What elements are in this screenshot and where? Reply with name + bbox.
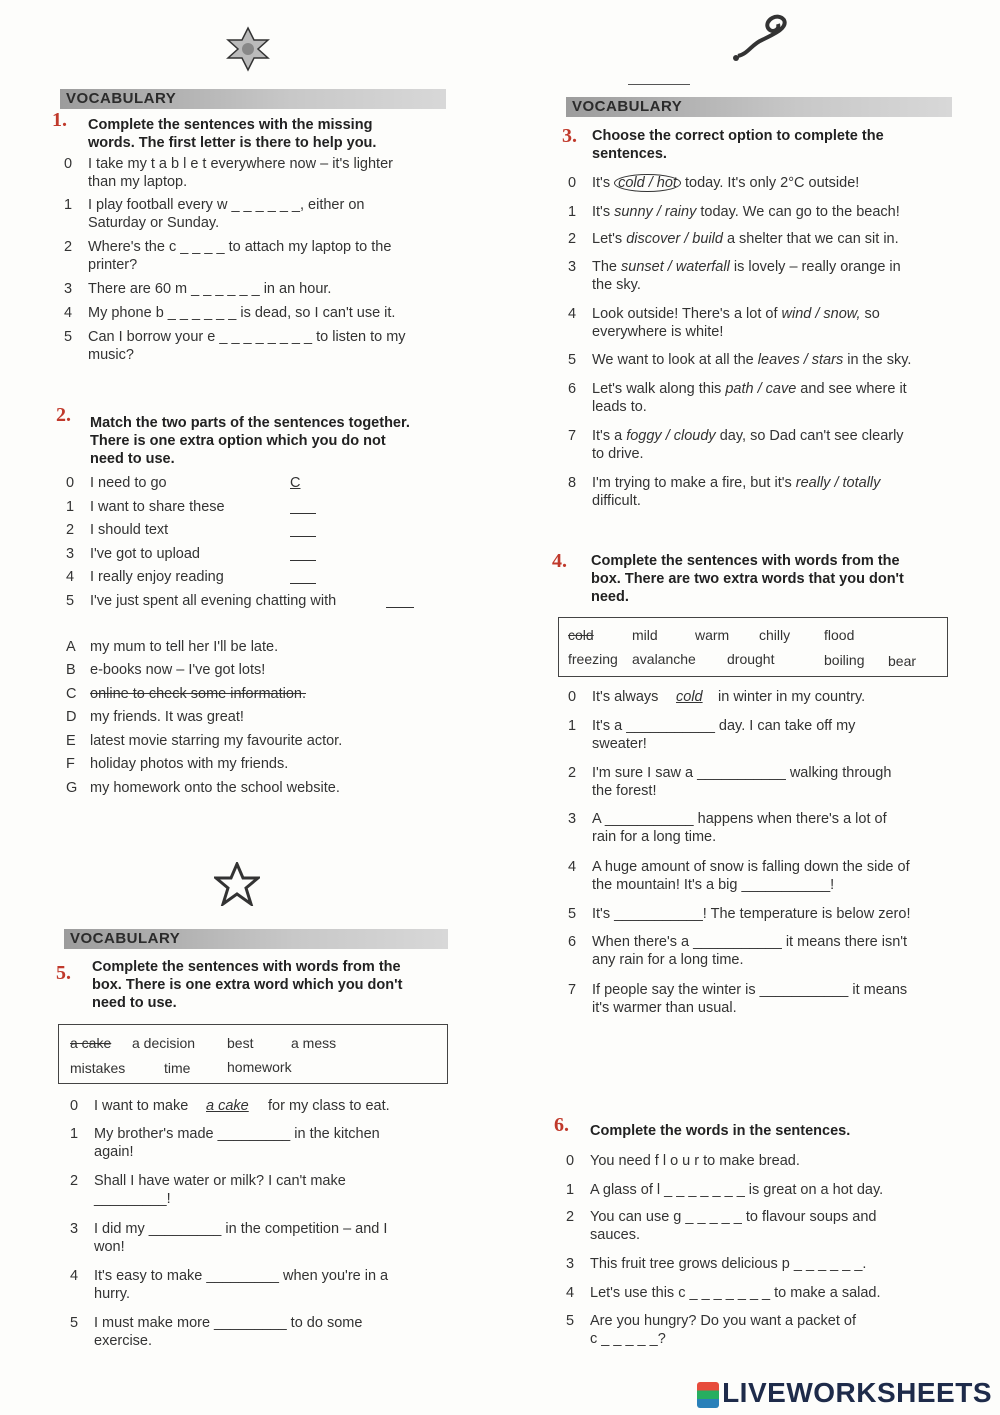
instruction-2c: need to use. [90,451,175,467]
item-text-line2: Saturday or Sunday. [88,215,220,231]
item-text-line2: sauces. [590,1227,640,1243]
item-number: 1 [568,718,577,734]
item-sentence [592,230,899,248]
sec6-item-0 [566,1152,956,1172]
item-text-line2: c _ _ _ _ _? [590,1331,666,1347]
sec1-item-4[interactable] [64,304,444,324]
option-choice[interactable]: foggy / cloudy [626,428,716,444]
item-text: Shall I have water or milk? I can't make [94,1173,346,1189]
option-text: my homework onto the school website. [90,780,340,796]
item-text-line2: music? [88,347,134,363]
item-text-line2: the sky. [592,277,641,293]
item-number: 2 [566,1209,575,1225]
item-answer: a cake [206,1098,249,1114]
instruction-2b: There is one extra option which you do not [90,433,386,449]
option-a [66,638,446,658]
item-number: 5 [66,593,75,609]
item-sentence [592,351,911,369]
option-text: e-books now – I've got lots! [90,662,266,678]
word-box-4-word: mild [632,627,658,643]
item-number: 5 [568,352,577,368]
sec3-item-8[interactable] [568,474,958,514]
instruction-1b: words. The first letter is there to help you. [88,135,377,151]
item-text-line2: than my laptop. [88,174,188,190]
option-letter: F [66,756,75,772]
vocabulary-band-5: VOCABULARY [64,929,448,949]
item-text: Can I borrow your e _ _ _ _ _ _ _ _ to listen to my [88,329,406,345]
item-text-post: in winter in my country. [718,689,866,705]
word-box-5-word: a mess [291,1035,337,1051]
sec4-item-6[interactable] [568,933,958,973]
sec5-item-3[interactable] [70,1220,450,1260]
decor-line [628,84,690,85]
item-number: 7 [568,982,577,998]
item-number: 1 [568,204,577,220]
item-text: I'm sure I saw a ___________ walking through [592,765,892,781]
sec3-item-2[interactable] [568,230,958,250]
vocabulary-band-3: VOCABULARY [566,97,952,117]
match-blank-4[interactable] [290,569,316,584]
item-text-line2: everywhere is white! [592,324,724,340]
item-text: When there's a ___________ it means there isn't [592,934,908,950]
option-e [66,732,446,752]
instruction-5a: Complete the sentences with words from the [92,959,401,975]
item-number: 0 [568,175,577,191]
item-number: 0 [568,689,577,705]
item-post: today. We can go to the beach! [696,204,900,220]
option-text: holiday photos with my friends. [90,756,289,772]
match-blank-2[interactable] [290,522,316,537]
item-text: A glass of l _ _ _ _ _ _ _ is great on a hot day. [590,1182,884,1198]
instruction-4a: Complete the sentences with words from the [591,553,900,569]
item-post: a shelter that we can sit in. [722,231,899,247]
instruction-3a: Choose the correct option to complete the [592,128,884,144]
item-pre: Let's [592,231,627,247]
item-text-line2: printer? [88,257,138,273]
sec3-item-4[interactable] [568,305,958,345]
sec3-item-0[interactable] [568,174,958,194]
item-text: I did my _________ in the competition – and I [94,1221,388,1237]
option-choice[interactable]: sunny / rainy [614,204,697,220]
item-text-line2: hurry. [94,1286,130,1302]
item-number: 1 [66,499,75,515]
item-number: 1 [70,1126,79,1142]
item-text: It's easy to make _________ when you're in a [94,1268,389,1284]
option-choice[interactable]: leaves / stars [757,352,844,368]
sec3-item-6[interactable] [568,380,958,420]
option-choice[interactable]: discover / build [626,231,723,247]
item-number: 2 [70,1173,79,1189]
word-box-5-word: homework [227,1059,292,1075]
item-text: I should text [90,522,169,538]
item-sentence [592,174,859,192]
item-pre: It's [592,175,615,191]
option-letter: G [66,780,78,796]
item-text-line2: rain for a long time. [592,829,717,845]
sec5-item-5[interactable] [70,1314,450,1354]
item-text-line2: won! [94,1239,125,1255]
item-sentence [592,258,901,276]
item-text-line2: to drive. [592,446,644,462]
item-sentence [592,427,904,445]
item-pre: It's a [592,428,627,444]
item-number: 3 [566,1256,575,1272]
sec2-item-3 [66,545,426,565]
sec1-item-2[interactable] [64,238,444,278]
sec2-item-5 [66,592,426,612]
item-text: A huge amount of snow is falling down the side of [592,859,910,875]
item-number: 0 [566,1153,575,1169]
item-number: 2 [568,231,577,247]
option-choice[interactable]: wind / snow, [781,306,861,322]
option-letter: E [66,733,76,749]
item-number: 4 [66,569,75,585]
item-number: 0 [70,1098,79,1114]
sec3-item-3[interactable] [568,258,958,298]
section-number-3: 3. [562,125,577,147]
item-text: I want to make [94,1098,189,1114]
sec4-item-5[interactable] [568,905,958,925]
instruction-6a: Complete the words in the sentences. [590,1123,851,1139]
sec4-item-1[interactable] [568,717,958,757]
sec5-item-2[interactable] [70,1172,450,1212]
sec1-item-5[interactable] [64,328,444,368]
item-number: 4 [64,305,73,321]
item-number: 3 [66,546,75,562]
brand-text: LIVEWORKSHEETS [722,1377,992,1408]
item-answer: cold [676,689,703,705]
item-number: 5 [64,329,73,345]
item-text: I take my t a b l e t everywhere now – it's lighter [88,156,393,172]
item-text: I need to go [90,475,167,491]
option-c [66,685,446,705]
item-number: 7 [568,428,577,444]
sec4-item-0 [568,688,958,708]
item-pre: The [592,259,622,275]
item-text-line2: the forest! [592,783,657,799]
item-text: I've just spent all evening chatting with [90,593,337,609]
item-text: I want to share these [90,499,225,515]
item-number: 2 [66,522,75,538]
item-text: It's ___________! The temperature is below zero! [592,906,911,922]
sec5-item-1[interactable] [70,1125,450,1165]
item-number: 4 [566,1285,575,1301]
item-text: There are 60 m _ _ _ _ _ _ in an hour. [88,281,332,297]
vocabulary-band-1: VOCABULARY [60,89,446,109]
item-post: is lovely – really orange in [729,259,901,275]
option-d [66,708,446,728]
word-box-4-word: avalanche [632,651,696,667]
liveworksheets-brand[interactable] [697,1377,992,1409]
item-sentence [592,203,900,221]
section-number-4: 4. [552,550,567,572]
item-text-line2: _________! [94,1191,171,1207]
item-pre: It's [592,204,615,220]
item-sentence [592,305,880,323]
item-text: Are you hungry? Do you want a packet of [590,1313,856,1329]
match-blank-1[interactable] [290,499,316,514]
item-sentence [592,380,907,398]
item-text: It's always [592,689,659,705]
sec5-item-0 [70,1097,450,1117]
item-number: 5 [566,1313,575,1329]
sec6-item-5[interactable] [566,1312,956,1352]
sec4-item-4[interactable] [568,858,958,898]
option-choice[interactable]: path / cave [725,381,797,397]
word-box-4-word: flood [824,627,855,643]
sec5-item-4[interactable] [70,1267,450,1307]
instruction-4b: box. There are two extra words that you don't [591,571,904,587]
word-box-4-word: cold [568,627,594,643]
snowflake-icon [226,26,270,72]
item-post: so [860,306,880,322]
instruction-1a: Complete the sentences with the missing [88,117,373,133]
option-text: my friends. It was great! [90,709,244,725]
option-choice[interactable]: sunset / waterfall [621,259,730,275]
word-box-4-word: drought [727,651,775,667]
option-choice[interactable]: cold / hot [614,174,681,192]
item-text: I must make more _________ to do some [94,1315,363,1331]
match-answer: C [290,475,301,491]
item-text-post: for my class to eat. [268,1098,390,1114]
item-number: 3 [64,281,73,297]
sec3-item-7[interactable] [568,427,958,467]
item-text: This fruit tree grows delicious p _ _ _ _ _ _. [590,1256,867,1272]
section-number-6: 6. [554,1114,569,1136]
word-box-4-word: boiling [824,652,865,668]
item-number: 0 [66,475,75,491]
item-sentence [592,474,880,492]
option-letter: B [66,662,76,678]
option-f [66,755,446,775]
item-text-line2: sweater! [592,736,647,752]
sec6-item-4[interactable] [566,1284,956,1304]
swirl-icon [728,14,796,64]
sec3-item-5[interactable] [568,351,958,371]
item-number: 8 [568,475,577,491]
item-post: in the sky. [843,352,912,368]
item-text: You can use g _ _ _ _ _ to flavour soups and [590,1209,877,1225]
item-text-line2: any rain for a long time. [592,952,744,968]
item-text-line2: difficult. [592,493,641,509]
word-box-5-word: a cake [70,1035,112,1051]
word-box-4-word: chilly [759,627,791,643]
item-text-line2: again! [94,1144,134,1160]
match-blank-5[interactable] [386,593,414,608]
section-number-5: 5. [56,962,71,984]
option-g [66,779,446,799]
item-number: 1 [566,1182,575,1198]
sec1-item-1[interactable] [64,196,444,236]
match-blank-3[interactable] [290,546,316,561]
option-text: online to check some information. [90,686,306,702]
item-pre: We want to look at all the [592,352,758,368]
item-number: 6 [568,381,577,397]
sec3-item-1[interactable] [568,203,958,223]
sec2-item-0 [66,474,426,494]
item-text: I play football every w _ _ _ _ _ _, either on [88,197,365,213]
word-box-4-word: bear [888,653,917,669]
item-number: 4 [70,1268,79,1284]
item-text: Where's the c _ _ _ _ to attach my laptop to the [88,239,392,255]
sec4-item-2[interactable] [568,764,958,804]
instruction-4c: need. [591,589,629,605]
item-post: day, so Dad can't see clearly [715,428,904,444]
word-box-5-word: a decision [132,1035,196,1051]
section-number-2: 2. [56,404,71,426]
item-text: My brother's made _________ in the kitchen [94,1126,380,1142]
item-text-line2: it's warmer than usual. [592,1000,737,1016]
item-number: 6 [568,934,577,950]
item-text: It's a ___________ day. I can take off my [592,718,856,734]
sec6-item-2[interactable] [566,1208,956,1248]
item-number: 2 [64,239,73,255]
sec2-item-2 [66,521,426,541]
instruction-3b: sentences. [592,146,667,162]
sec4-item-7[interactable] [568,981,958,1021]
sec6-item-1[interactable] [566,1181,956,1201]
item-pre: Let's walk along this [592,381,726,397]
word-box-4-word: warm [695,627,730,643]
option-b [66,661,446,681]
item-text: My phone b _ _ _ _ _ _ is dead, so I can't use it. [88,305,396,321]
item-pre: Look outside! There's a lot of [592,306,782,322]
liveworksheets-logo-icon [697,1382,719,1408]
sec1-item-0 [64,155,444,195]
item-post: and see where it [796,381,907,397]
item-text-line2: leads to. [592,399,647,415]
option-text: latest movie starring my favourite actor. [90,733,343,749]
option-letter: A [66,639,76,655]
word-box-5-word: time [164,1060,191,1076]
item-number: 4 [568,306,577,322]
item-number: 5 [70,1315,79,1331]
item-text-line2: exercise. [94,1333,153,1349]
item-number: 3 [568,259,577,275]
sec6-item-3[interactable] [566,1255,956,1275]
option-text: my mum to tell her I'll be late. [90,639,279,655]
option-choice[interactable]: really / totally [795,475,881,491]
item-text: I really enjoy reading [90,569,224,585]
section-number-1: 1. [52,109,67,131]
item-text: You need f l o u r to make bread. [590,1153,800,1169]
star-icon [214,862,260,906]
sec2-item-1 [66,498,426,518]
item-post: today. It's only 2°C outside! [680,175,860,191]
item-number: 4 [568,859,577,875]
word-box-5-word: best [227,1035,254,1051]
word-box-4-word: freezing [568,651,618,667]
item-text: Let's use this c _ _ _ _ _ _ _ to make a salad. [590,1285,881,1301]
item-number: 2 [568,765,577,781]
word-box-5-word: mistakes [70,1060,126,1076]
sec4-item-3[interactable] [568,810,958,850]
item-number: 5 [568,906,577,922]
option-letter: D [66,709,77,725]
item-text-line2: the mountain! It's a big ___________! [592,877,835,893]
item-text: A ___________ happens when there's a lot of [592,811,887,827]
instruction-2a: Match the two parts of the sentences together. [90,415,410,431]
option-letter: C [66,686,77,702]
item-number: 0 [64,156,73,172]
item-number: 1 [64,197,73,213]
item-text: I've got to upload [90,546,200,562]
instruction-5b: box. There is one extra word which you don't [92,977,403,993]
item-number: 3 [568,811,577,827]
item-pre: I'm trying to make a fire, but it's [592,475,796,491]
item-number: 3 [70,1221,79,1237]
item-text: If people say the winter is ___________ it means [592,982,908,998]
sec2-item-4 [66,568,426,588]
instruction-5c: need to use. [92,995,177,1011]
sec1-item-3[interactable] [64,280,444,300]
